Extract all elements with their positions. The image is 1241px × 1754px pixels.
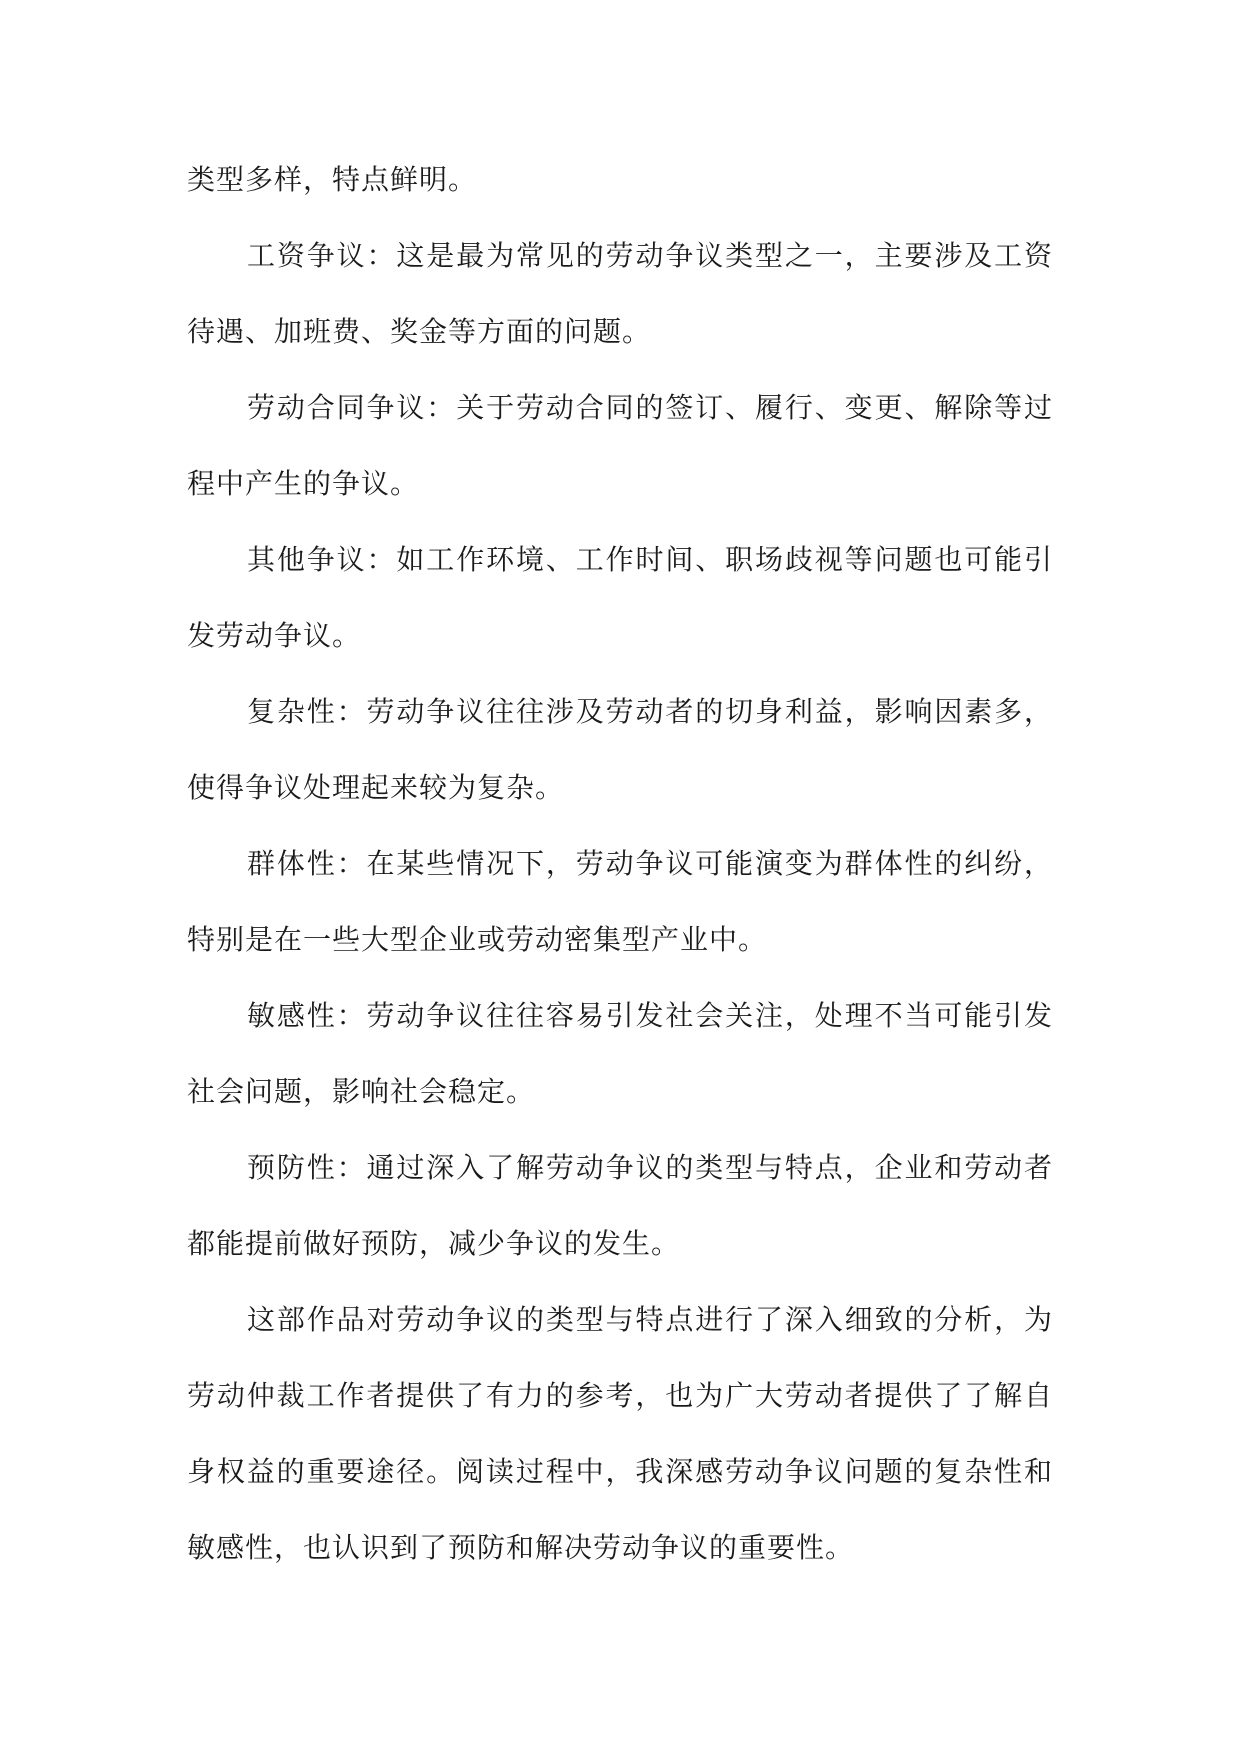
paragraph-other-disputes: 其他争议：如工作环境、工作时间、职场歧视等问题也可能引发劳动争议。 bbox=[187, 543, 1053, 652]
paragraph-conclusion: 这部作品对劳动争议的类型与特点进行了深入细致的分析，为劳动仲裁工作者提供了有力的参考，也为广大劳动者提供了了解自身权益的重要途径。阅读过程中，我深感劳动争议问题的复杂性和敏感性，也认识到了预防和解决劳动争议的重要性。 bbox=[187, 1303, 1053, 1564]
paragraph-collectivity: 群体性：在某些情况下，劳动争议可能演变为群体性的纠纷，特别是在一些大型企业或劳动密集型产业中。 bbox=[187, 847, 1053, 956]
paragraph-complexity: 复杂性：劳动争议往往涉及劳动者的切身利益，影响因素多，使得争议处理起来较为复杂。 bbox=[187, 695, 1053, 804]
document-body bbox=[187, 142, 1053, 1586]
paragraph-contract-disputes: 劳动合同争议：关于劳动合同的签订、履行、变更、解除等过程中产生的争议。 bbox=[187, 391, 1053, 500]
paragraph-wage-disputes: 工资争议：这是最为常见的劳动争议类型之一，主要涉及工资待遇、加班费、奖金等方面的问题。 bbox=[187, 239, 1053, 348]
paragraph-prevention: 预防性：通过深入了解劳动争议的类型与特点，企业和劳动者都能提前做好预防，减少争议的发生。 bbox=[187, 1151, 1053, 1260]
paragraph-intro-continuation: 类型多样，特点鲜明。 bbox=[187, 163, 478, 196]
paragraph-sensitivity: 敏感性：劳动争议往往容易引发社会关注，处理不当可能引发社会问题，影响社会稳定。 bbox=[187, 999, 1053, 1108]
